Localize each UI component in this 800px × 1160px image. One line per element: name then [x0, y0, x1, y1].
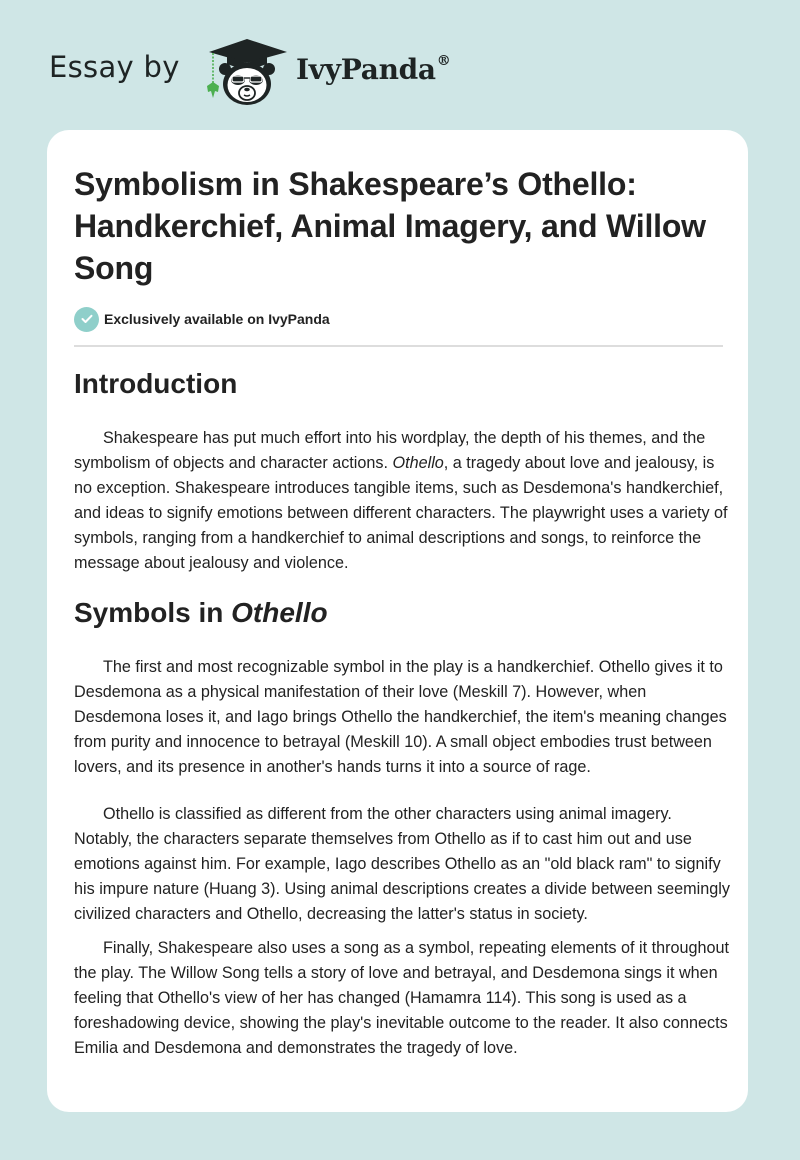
paragraph-introduction	[74, 426, 734, 576]
brand-name-text: IvyPanda	[296, 53, 436, 86]
site-header	[0, 0, 800, 130]
heading-text: Symbols in	[74, 597, 232, 628]
section-heading-symbols	[74, 596, 328, 630]
paragraph-text: Shakespeare has put much effort into his wordplay, the depth of his themes, and the symbolism of objects and character actions.	[74, 429, 706, 472]
paragraph-willow-song: Finally, Shakespeare also uses a song as a symbol, repeating elements of it throughout the play. The Willow Song tells a story of love and betrayal, and Desdemona sings it when feeling that Othello's view of her has changed (Hamamra 114). This song is used as a foreshadowing device, showing the play's inevitable outcome to the reader. It also connects Emilia and Desdemona and demonstrates the tragedy of love.	[74, 939, 729, 1057]
brand-prefix: Essay by	[49, 50, 180, 84]
paragraph-handkerchief: The first and most recognizable symbol in the play is a handkerchief. Othello gives it to Desdemona as a physical manifestation of their love (Meskill 7). However, when Desdemona loses it, and Iago brings Othello the handkerchief, the item's meaning changes from purity and innocence to betrayal (Meskill 10). A small object embodies trust between lovers, and its presence in another's hands turns it into a source of rage.	[74, 658, 727, 776]
registered-mark: ®	[436, 52, 451, 69]
essay-card	[47, 130, 748, 1112]
brand-name[interactable]	[296, 53, 450, 86]
panda-logo-icon[interactable]	[203, 36, 291, 108]
heading-italic: Othello	[231, 597, 328, 628]
section-heading-introduction: Introduction	[74, 368, 238, 399]
divider	[74, 345, 723, 347]
paragraph-animal-imagery: Othello is classified as different from the other characters using animal imagery. Notably, the characters separate themselves from Othello as if to cast him out and use emotions against him. For example, Iago describes Othello as an "old black ram" to signify his impure nature (Huang 3). Using animal descriptions creates a divide between seemingly civilized characters and Othello, decreasing the latter's status in society.	[74, 805, 730, 923]
page-title: Symbolism in Shakespeare’s Othello: Handkerchief, Animal Imagery, and Willow Song	[74, 166, 706, 286]
exclusive-badge	[74, 306, 330, 332]
check-circle-icon	[74, 307, 99, 332]
paragraph-text: , a tragedy about love and jealousy, is no exception. Shakespeare introduces tangible items, such as Desdemona's handkerchief, and ideas to signify emotions between different characters. The playwright uses a variety of symbols, ranging from a handkerchief to animal descriptions and songs, to reinforce the message about jealousy and violence.	[74, 454, 728, 572]
italic-title: Othello	[392, 454, 444, 472]
badge-text: Exclusively available on IvyPanda	[104, 311, 330, 327]
